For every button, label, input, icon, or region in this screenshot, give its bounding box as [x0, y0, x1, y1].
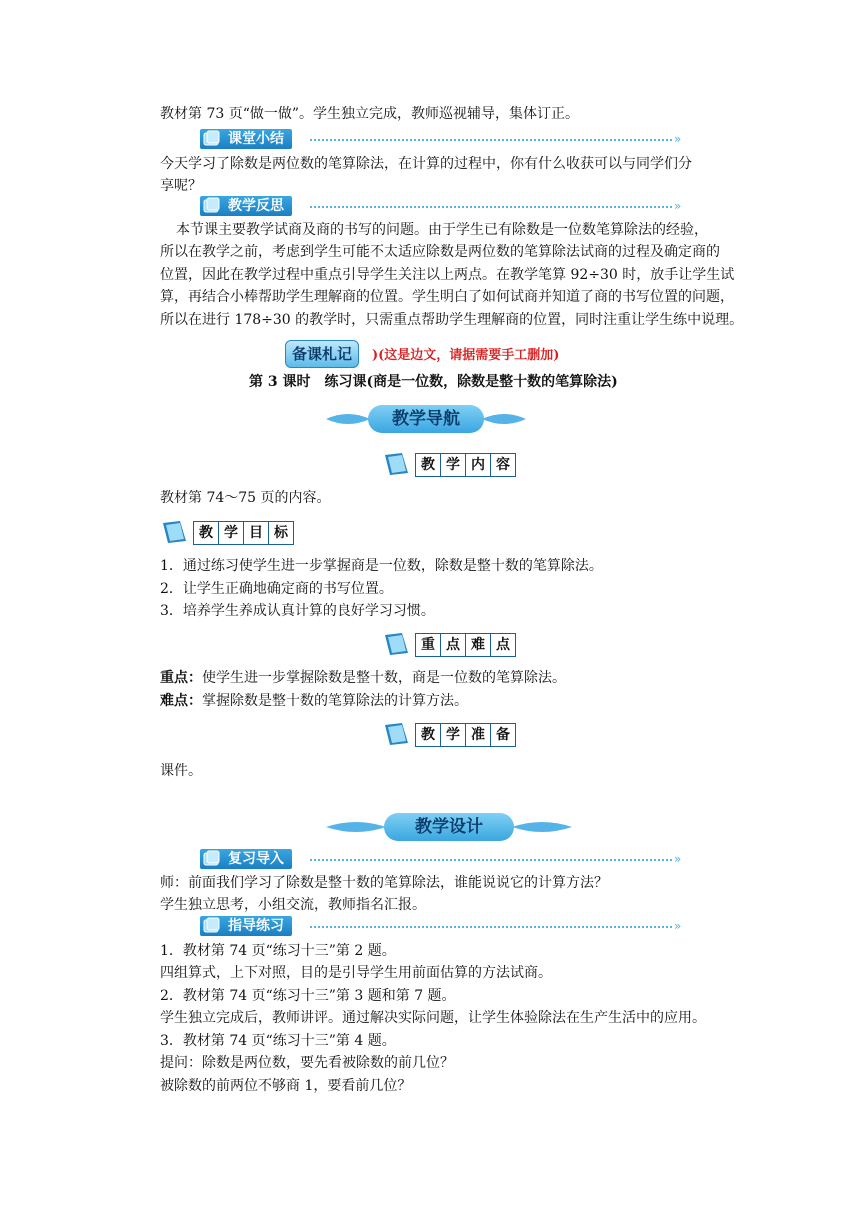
para-top: 教材第 73 页“做一做”。学生独立完成，教师巡视辅导，集体订正。 [160, 106, 580, 122]
section-label: 指导练习 [200, 916, 292, 936]
diff-text: 掌握除数是整十数的笔算除法的计算方法。 [202, 693, 468, 709]
header-goals [160, 519, 300, 545]
practice-line-1: 1．教材第 74 页“练习十三”第 2 题。 [160, 943, 396, 959]
goal-item-3: 3．培养学生养成认真计算的良好学习习惯。 [160, 603, 435, 619]
arrow-icon: » [674, 132, 682, 146]
header-preparation [382, 721, 522, 747]
header-key-points [382, 631, 522, 657]
goal-item-2: 2．让学生正确地确定商的书写位置。 [160, 581, 393, 597]
design-title-ornament [326, 811, 572, 845]
books-icon [202, 917, 222, 935]
header-char: 难 [465, 633, 491, 657]
section-label: 复习导入 [200, 849, 292, 869]
practice-line-3: 2．教材第 74 页“练习十三”第 3 题和第 7 题。 [160, 988, 456, 1004]
summary-line-2: 享呢？ [160, 178, 202, 194]
header-char: 教 [193, 521, 219, 545]
header-char: 容 [490, 453, 516, 477]
notes-badge: 备课札记 [285, 340, 359, 368]
goal-item-1: 1．通过练习使学生进一步掌握商是一位数，除数是整十数的笔算除法。 [160, 558, 603, 574]
review-line-1: 师：前面我们学习了除数是整十数的笔算除法，谁能说说它的计算方法？ [160, 875, 608, 891]
section-label: 教学反思 [200, 196, 292, 216]
reflect-line-3: 位置，因此在教学过程中重点引导学生关注以上两点。在教学笔算 92÷30 时，放手让学生试 [160, 267, 735, 283]
header-char: 点 [440, 633, 466, 657]
dotted-line [310, 206, 672, 208]
dotted-line [310, 859, 672, 861]
design-title: 教学设计 [384, 813, 514, 841]
summary-line-1: 今天学习了除数是两位数的笔算除法，在计算的过程中，你有什么收获可以与同学们分 [160, 156, 692, 172]
header-char: 学 [440, 723, 466, 747]
reflect-line-2: 所以在教学之前，考虑到学生可能不太适应除数是两位数的笔算除法试商的过程及确定商的 [160, 244, 720, 260]
header-char: 重 [415, 633, 441, 657]
section-label: 课堂小结 [200, 129, 292, 149]
practice-line-7: 被除数的前两位不够商 1，要看前几位？ [160, 1078, 412, 1094]
book-icon [160, 519, 190, 545]
review-line-2: 学生独立思考，小组交流，教师指名汇报。 [160, 897, 426, 913]
right-wing-ornament [482, 413, 526, 425]
header-char: 点 [490, 633, 516, 657]
arrow-icon: » [674, 919, 682, 933]
reflect-line-1: 本节课主要教学试商及商的书写的问题。由于学生已有除数是一位数笔算除法的经验， [176, 222, 708, 238]
key-point [160, 667, 566, 689]
reflect-line-4: 算，再结合小棒帮助学生理解商的位置。学生明白了如何试商并知道了商的书写位置的问题， [160, 289, 734, 305]
books-icon [202, 130, 222, 148]
key-label: 重点： [160, 670, 202, 686]
arrow-icon: » [674, 852, 682, 866]
header-char: 学 [440, 453, 466, 477]
header-content [382, 451, 522, 477]
prep-text: 课件。 [160, 763, 202, 779]
header-char: 目 [243, 521, 269, 545]
books-icon [202, 197, 222, 215]
book-icon [382, 721, 412, 747]
section-banner-practice [200, 916, 690, 938]
left-wing-ornament [326, 821, 386, 833]
books-icon [202, 850, 222, 868]
arrow-icon: » [674, 199, 682, 213]
practice-line-5: 3．教材第 74 页“练习十三”第 4 题。 [160, 1033, 396, 1049]
section-banner-reflect [200, 196, 690, 218]
book-icon [382, 451, 412, 477]
left-wing-ornament [326, 413, 370, 425]
header-char: 教 [415, 453, 441, 477]
header-char: 准 [465, 723, 491, 747]
header-char: 内 [465, 453, 491, 477]
section-banner-summary [200, 129, 690, 151]
practice-line-2: 四组算式，上下对照，目的是引导学生用前面估算的方法试商。 [160, 965, 552, 981]
reflect-line-5: 所以在进行 178÷30 的教学时，只需重点帮助学生理解商的位置，同时注重让学生练中说理。 [160, 312, 744, 328]
key-text: 使学生进一步掌握除数是整十数，商是一位数的笔算除法。 [202, 670, 566, 686]
difficult-point [160, 690, 468, 712]
dotted-line [310, 926, 672, 928]
header-char: 标 [268, 521, 294, 545]
header-char: 备 [490, 723, 516, 747]
book-icon [382, 631, 412, 657]
dotted-line [310, 139, 672, 141]
nav-title: 教学导航 [368, 405, 484, 433]
practice-line-6: 提问：除数是两位数，要先看被除数的前几位？ [160, 1055, 454, 1071]
content-text: 教材第 74～75 页的内容。 [160, 490, 331, 506]
lesson-title: 第 3 课时 练习课(商是一位数，除数是整十数的笔算除法) [249, 374, 618, 390]
diff-label: 难点： [160, 693, 202, 709]
notes-remark: )(这是边文，请据需要手工删加) [372, 348, 560, 363]
practice-line-4: 学生独立完成后，教师讲评。通过解决实际问题，让学生体验除法在生产生活中的应用。 [160, 1010, 706, 1026]
header-char: 教 [415, 723, 441, 747]
header-char: 学 [218, 521, 244, 545]
section-banner-review [200, 849, 690, 871]
right-wing-ornament [512, 821, 572, 833]
nav-title-ornament [326, 403, 526, 437]
